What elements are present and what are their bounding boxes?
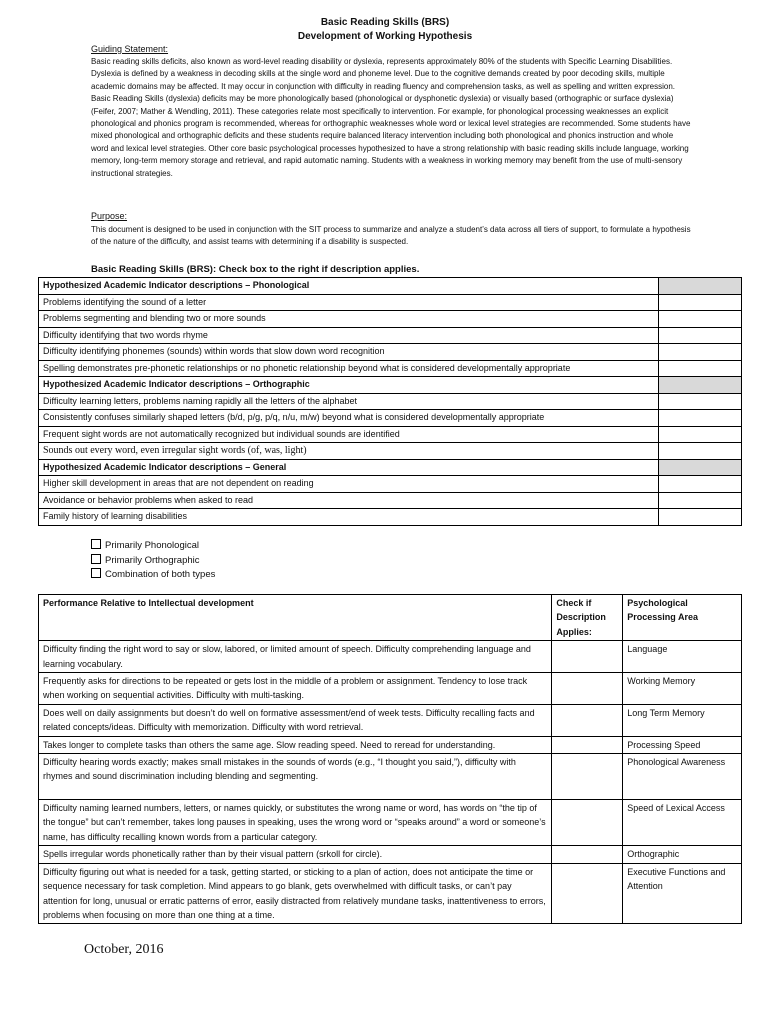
performance-description: Frequently asks for directions to be repeated or gets lost in the middle of a problem or assignment. Tendency to lose track when working on sequential activities. Difficulty with multi-tasking. [39, 673, 552, 705]
indicator-check-cell[interactable] [659, 294, 742, 311]
table-row [39, 641, 742, 673]
performance-description: Difficulty figuring out what is needed for a task, getting started, or sticking to a plan of action, does not anticipate the time or sequence necessary for task completion. Mind appears to go blank, gets overwhelmed with difficult tasks, or can’t pay attention for long, unusual or erratic patterns of error, easily distracted from relatively mundane tasks, inattentiveness to errors, problems when focusing on more than one thing at a time. [39, 863, 552, 924]
processing-area: Language [623, 641, 742, 673]
processing-area: Orthographic [623, 846, 742, 863]
purpose-heading: Purpose: [91, 211, 128, 221]
indicator-table [38, 277, 742, 526]
table-row [39, 754, 742, 800]
processing-area: Executive Functions and Attention [623, 863, 742, 924]
check-cell[interactable] [552, 736, 623, 753]
document-title: Basic Reading Skills (BRS) [320, 17, 450, 28]
table-row [39, 492, 742, 509]
indicator-check-cell[interactable] [659, 393, 742, 410]
performance-description: Spells irregular words phonetically rather than by their visual pattern (srkoll for circle). [39, 846, 552, 863]
option-orthographic[interactable] [91, 554, 215, 569]
table-row [39, 426, 742, 443]
indicator-text: Sounds out every word, even irregular sight words (of, was, light) [39, 443, 659, 460]
indicator-check-cell[interactable] [659, 492, 742, 509]
option-label: Combination of both types [105, 569, 216, 580]
indicator-check-cell[interactable] [659, 410, 742, 427]
table-row [39, 360, 742, 377]
checkbox-icon[interactable] [91, 539, 101, 549]
table-row [39, 294, 742, 311]
indicator-text: Frequent sight words are not automatically recognized but individual sounds are identified [39, 426, 659, 443]
table-row [39, 443, 742, 460]
indicator-check-cell[interactable] [659, 344, 742, 361]
performance-description: Takes longer to complete tasks than others the same age. Slow reading speed. Need to reread for understanding. [39, 736, 552, 753]
check-cell[interactable] [552, 863, 623, 924]
check-cell[interactable] [552, 641, 623, 673]
indicator-text: Family history of learning disabilities [39, 509, 659, 526]
table-row [39, 476, 742, 493]
table-row [39, 673, 742, 705]
performance-description: Difficulty finding the right word to say or slow, labored, or limited amount of speech. Difficulty comprehending language and learning vocabulary. [39, 641, 552, 673]
table-row [39, 344, 742, 361]
table-row [39, 736, 742, 753]
option-label: Primarily Phonological [105, 540, 199, 551]
table-row [39, 863, 742, 924]
indicator-text: Difficulty identifying that two words rhyme [39, 327, 659, 344]
checkbox-icon[interactable] [91, 568, 101, 578]
option-label: Primarily Orthographic [105, 554, 200, 566]
type-checklist [91, 539, 215, 583]
check-cell[interactable] [552, 673, 623, 705]
header-shade-cell [659, 459, 742, 476]
table-row [39, 459, 742, 476]
guiding-statement-text: Basic reading skills deficits, also known as word-level reading disability or dyslexia, represents approximately 80% of the students with Specific Learning Disabilities. Dyslexia is defined by a weakness in decoding skills at the single word and phoneme level. Due to the cognitive demands created by poor decoding skills, multiple academic domains may be affected. It may occur in conjunction with difficulty in reading fluency and comprehension tasks, as well as spelling and written expression. Basic Reading Skills (dyslexia) deficits may be more phonologically based (phonological or dysphonetic dyslexia) or visually based (orthographic or surface dyslexia) (Feifer, 2007; Mather & Wendling, 2011). These categories relate most specifically to intervention. For example, for phonological processing weaknesses an explicit phonological and phonics program is recommended, whereas for orthographic weaknesses whole word or lexical level strategies are recommended. Some students have mixed phonological and orthographic deficits and these students require balanced literacy intervention including both phonological and phonics instruction and whole word and lexical level strategies. Other core basic psychological processes hypothesized to have a strong relationship with basic reading skills include language, working memory, long-term memory storage and retrieval, and rapid automatic naming. Students with a weakness in working memory may benefit from the use of multi-sensory instructional strategies. [91, 57, 691, 178]
section-header-phonological: Hypothesized Academic Indicator descriptions – Phonological [39, 278, 659, 295]
performance-table [38, 594, 742, 924]
check-cell[interactable] [552, 800, 623, 846]
indicator-text: Problems identifying the sound of a letter [39, 294, 659, 311]
table-row [39, 595, 742, 641]
indicator-check-cell[interactable] [659, 327, 742, 344]
indicator-check-cell[interactable] [659, 360, 742, 377]
table-row [39, 509, 742, 526]
indicator-text: Higher skill development in areas that are not dependent on reading [39, 476, 659, 493]
processing-area: Working Memory [623, 673, 742, 705]
column-header-processing-area: Psychological Processing Area [623, 595, 742, 641]
indicator-text: Problems segmenting and blending two or more sounds [39, 311, 659, 328]
header-shade-cell [659, 377, 742, 394]
performance-description: Does well on daily assignments but doesn’t do well on formative assessment/end of week tests. Difficulty recalling facts and related concepts/ideas. Difficulty with memorization. Difficulty with word retrieval. [39, 704, 552, 736]
table-row [39, 846, 742, 863]
indicator-text: Avoidance or behavior problems when asked to read [39, 492, 659, 509]
processing-area: Long Term Memory [623, 704, 742, 736]
performance-description: Difficulty naming learned numbers, letters, or names quickly, or substitutes the wrong name or word, has words on “the tip of the tongue” but can’t remember, takes long pauses in speaking, uses the wrong word or “speaks around” a word or someone’s name, has difficulty recalling known words from a particular category. [39, 800, 552, 846]
table-row [39, 377, 742, 394]
table-row [39, 410, 742, 427]
table-row [39, 393, 742, 410]
indicator-text: Spelling demonstrates pre-phonetic relationships or no phonetic relationship beyond what is considered developmentally appropriate [39, 360, 659, 377]
purpose-text: This document is designed to be used in conjunction with the SIT process to summarize and analyze a student’s data across all tiers of support, to formulate a hypothesis of the nature of the difficulty, and assist teams with determining if a disability is suspected. [91, 225, 691, 247]
indicator-check-cell[interactable] [659, 311, 742, 328]
indicator-text: Difficulty learning letters, problems naming rapidly all the letters of the alphabet [39, 393, 659, 410]
table-row [39, 278, 742, 295]
checkbox-icon[interactable] [91, 554, 101, 564]
processing-area: Phonological Awareness [623, 754, 742, 800]
indicator-check-cell[interactable] [659, 476, 742, 493]
option-phonological[interactable] [91, 539, 215, 554]
indicator-check-cell[interactable] [659, 509, 742, 526]
check-cell[interactable] [552, 846, 623, 863]
performance-description: Difficulty hearing words exactly; makes small mistakes in the sounds of words (e.g., “I thought you said,”), difficulty with rhymes and sound discrimination including blending and segmenting. [39, 754, 552, 800]
column-header-performance: Performance Relative to Intellectual development [39, 595, 552, 641]
document-subtitle: Development of Working Hypothesis [297, 31, 473, 42]
header-shade-cell [659, 278, 742, 295]
indicator-check-cell[interactable] [659, 443, 742, 460]
check-cell[interactable] [552, 704, 623, 736]
table-row [39, 800, 742, 846]
table-row [39, 704, 742, 736]
processing-area: Processing Speed [623, 736, 742, 753]
option-combination[interactable] [91, 568, 215, 583]
processing-area: Speed of Lexical Access [623, 800, 742, 846]
check-cell[interactable] [552, 754, 623, 800]
guiding-statement-heading: Guiding Statement: [91, 44, 169, 54]
section-header-general: Hypothesized Academic Indicator descriptions – General [39, 459, 659, 476]
brs-heading: Basic Reading Skills (BRS): Check box to the right if description applies. [91, 264, 420, 275]
footer-date: October, 2016 [84, 942, 164, 957]
indicator-text: Consistently confuses similarly shaped letters (b/d, p/g, p/q, n/u, m/w) beyond what is considered developmentally appropriate [39, 410, 659, 427]
indicator-check-cell[interactable] [659, 426, 742, 443]
table-row [39, 311, 742, 328]
table-row [39, 327, 742, 344]
indicator-text: Difficulty identifying phonemes (sounds) within words that slow down word recognition [39, 344, 659, 361]
section-header-orthographic: Hypothesized Academic Indicator descriptions – Orthographic [39, 377, 659, 394]
column-header-check: Check if Description Applies: [552, 595, 623, 641]
